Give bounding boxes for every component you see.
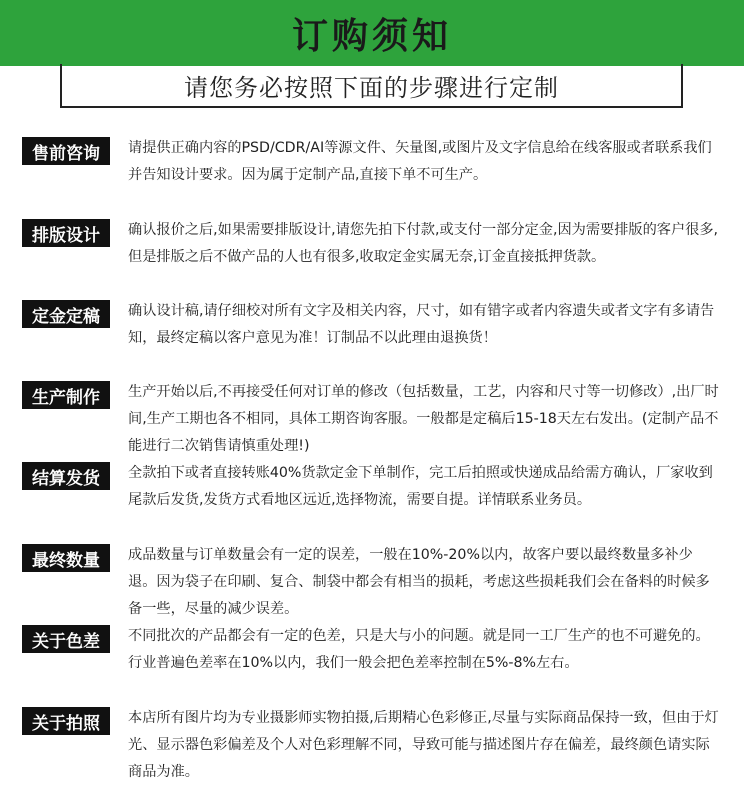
page-subtitle: 请您务必按照下面的步骤进行定制 [60,64,683,108]
section-text: 不同批次的产品都会有一定的色差，只是大与小的问题。就是同一工厂生产的也不可避免的。行业普遍色差率在10%以内，我们一般会把色差率控制在5%-8%左右。 [128,628,710,671]
section-label: 关于色差 [22,625,110,653]
section-text: 全款拍下或者直接转账40%货款定金下单制作，完工后拍照或快递成品给需方确认，厂家收到尾款后发货,发货方式看地区远近,选择物流，需要自提。详情联系业务员。 [128,465,713,508]
section-label: 结算发货 [22,462,110,490]
section-label: 最终数量 [22,544,110,572]
page-title: 订购须知 [291,14,452,57]
section-label: 生产制作 [22,381,110,409]
section-text: 本店所有图片均为专业摄影师实物拍摄,后期精心色彩修正,尽量与实际商品保持一致，但由于灯光、显示器色彩偏差及个人对色彩理解不同，导致可能与描述图片存在偏差，最终颜色请实际商品为准。 [128,710,719,780]
section-text: 确认报价之后,如果需要排版设计,请您先拍下付款,或支付一部分定金,因为需要排版的客户很多,但是排版之后不做产品的人也有很多,收取定金实属无奈,订金直接抵押货款。 [128,222,719,265]
section-label: 排版设计 [22,219,110,247]
section-label: 关于拍照 [22,707,110,735]
section-text: 生产开始以后,不再接受任何对订单的修改（包括数量，工艺，内容和尺寸等一切修改）,出厂时间,生产工期也各不相同，具体工期咨询客服。一般都是定稿后15-18天左右发出。(定制产品不能进行二次销售请慎重处理!) [128,384,719,454]
section-label: 定金定稿 [22,300,110,328]
section-text: 确认设计稿,请仔细校对所有文字及相关内容，尺寸，如有错字或者内容遗失或者文字有多请告知，最终定稿以客户意见为准！订制品不以此理由退换货！ [128,303,715,346]
section-text: 请提供正确内容的PSD/CDR/AI等源文件、矢量图,或图片及文字信息给在线客服或者联系我们并告知设计要求。因为属于定制产品,直接下单不可生产。 [128,140,712,183]
section-label: 售前咨询 [22,137,110,165]
section-text: 成品数量与订单数量会有一定的误差，一般在10%-20%以内，故客户要以最终数量多补少退。因为袋子在印刷、复合、制袋中都会有相当的损耗，考虑这些损耗我们会在备料的时候多备一些，尽量的减少误差。 [128,547,710,617]
